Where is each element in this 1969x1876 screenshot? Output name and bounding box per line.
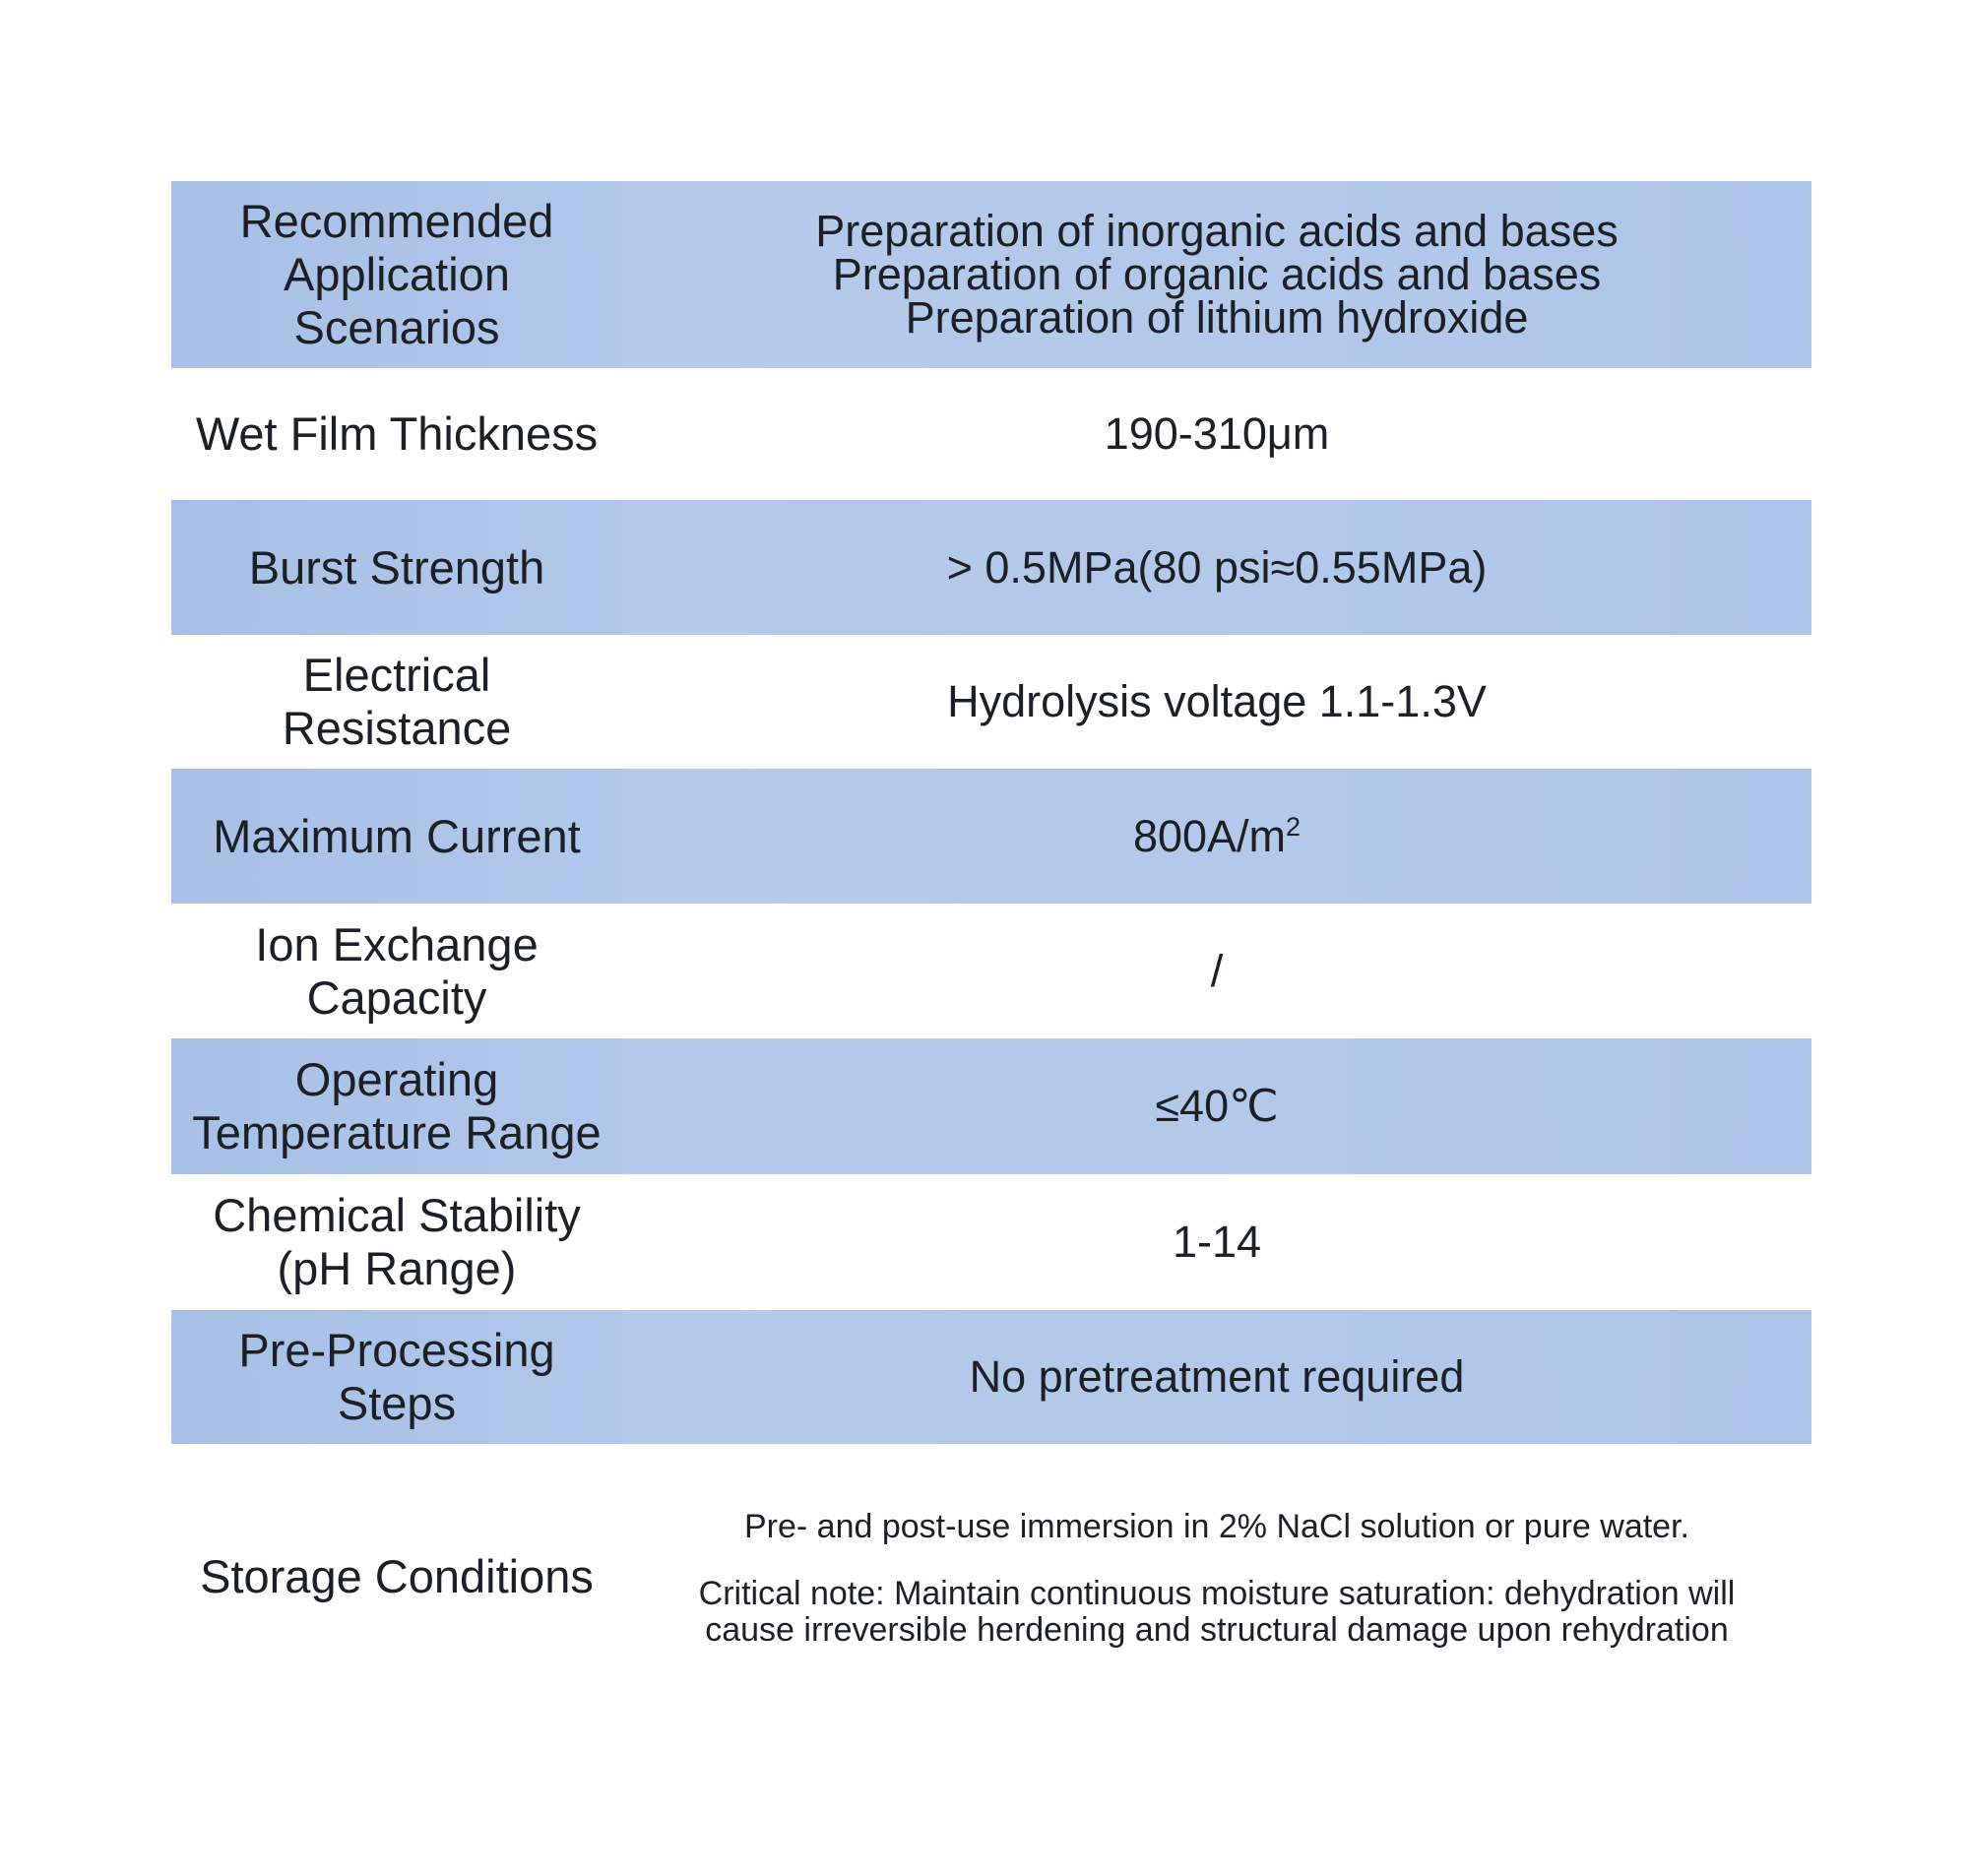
storage-usage-text: Pre- and post-use immersion in 2% NaCl solution or pure water. bbox=[744, 1508, 1689, 1545]
specification-table bbox=[171, 181, 1811, 1710]
label-electrical-resistance bbox=[171, 635, 622, 769]
note-line: Critical note: Maintain continuous moisture saturation: dehydration will bbox=[698, 1575, 1736, 1612]
label-line: Electrical bbox=[302, 649, 491, 701]
value-operating-temperature: ≤40℃ bbox=[1155, 1081, 1279, 1131]
value-ion-exchange-capacity: / bbox=[1210, 945, 1224, 996]
row-chemical-stability bbox=[171, 1174, 1811, 1310]
row-wet-film-thickness bbox=[171, 368, 1811, 500]
value-chemical-stability: 1-14 bbox=[1172, 1217, 1262, 1267]
label-line: Operating bbox=[294, 1053, 499, 1105]
row-pre-processing bbox=[171, 1310, 1811, 1444]
label-line: Resistance bbox=[282, 702, 512, 754]
value-line: Preparation of lithium hydroxide bbox=[905, 292, 1529, 343]
row-electrical-resistance bbox=[171, 635, 1811, 769]
label-maximum-current: Maximum Current bbox=[213, 809, 581, 862]
row-ion-exchange-capacity bbox=[171, 904, 1811, 1038]
label-burst-strength: Burst Strength bbox=[248, 540, 545, 594]
label-operating-temperature bbox=[171, 1038, 622, 1174]
label-line: Scenarios bbox=[293, 301, 500, 353]
label-line: Recommended bbox=[239, 195, 554, 247]
value-line: Preparation of organic acids and bases bbox=[832, 249, 1602, 299]
label-pre-processing bbox=[171, 1310, 622, 1444]
label-line: Ion Exchange bbox=[255, 917, 539, 970]
value-wet-film-thickness: 190-310μm bbox=[1104, 408, 1330, 459]
row-maximum-current bbox=[171, 769, 1811, 904]
value-main: 800A/m bbox=[1132, 810, 1287, 861]
label-line: Chemical Stability bbox=[213, 1189, 581, 1241]
label-ion-exchange-capacity bbox=[171, 904, 622, 1038]
label-line: Application bbox=[284, 248, 510, 300]
label-line: Capacity bbox=[306, 970, 487, 1024]
value-storage-conditions bbox=[622, 1444, 1811, 1710]
note-line: cause irreversible herdening and structural damage upon rehydration bbox=[705, 1611, 1729, 1649]
row-operating-temperature bbox=[171, 1038, 1811, 1174]
row-burst-strength bbox=[171, 500, 1811, 635]
value-electrical-resistance: Hydrolysis voltage 1.1-1.3V bbox=[947, 676, 1487, 726]
row-storage-conditions bbox=[171, 1444, 1811, 1710]
value-pre-processing: No pretreatment required bbox=[969, 1351, 1465, 1402]
label-chemical-stability bbox=[171, 1174, 622, 1310]
value-burst-strength: > 0.5MPa(80 psi≈0.55MPa) bbox=[946, 541, 1488, 593]
label-line: Steps bbox=[337, 1377, 457, 1429]
value-maximum-current bbox=[622, 769, 1811, 904]
value-line: Preparation of inorganic acids and bases bbox=[815, 206, 1619, 256]
label-line: Temperature Range bbox=[192, 1106, 602, 1158]
label-line: Pre-Processing bbox=[238, 1324, 555, 1376]
value-application-scenarios bbox=[622, 181, 1811, 368]
row-application-scenarios bbox=[171, 181, 1811, 368]
label-line: (pH Range) bbox=[277, 1242, 517, 1294]
value-superscript: 2 bbox=[1286, 811, 1302, 842]
label-storage-conditions: Storage Conditions bbox=[200, 1550, 594, 1602]
storage-critical-note bbox=[699, 1576, 1736, 1649]
label-wet-film-thickness: Wet Film Thickness bbox=[195, 407, 599, 460]
label-application-scenarios bbox=[171, 181, 622, 368]
